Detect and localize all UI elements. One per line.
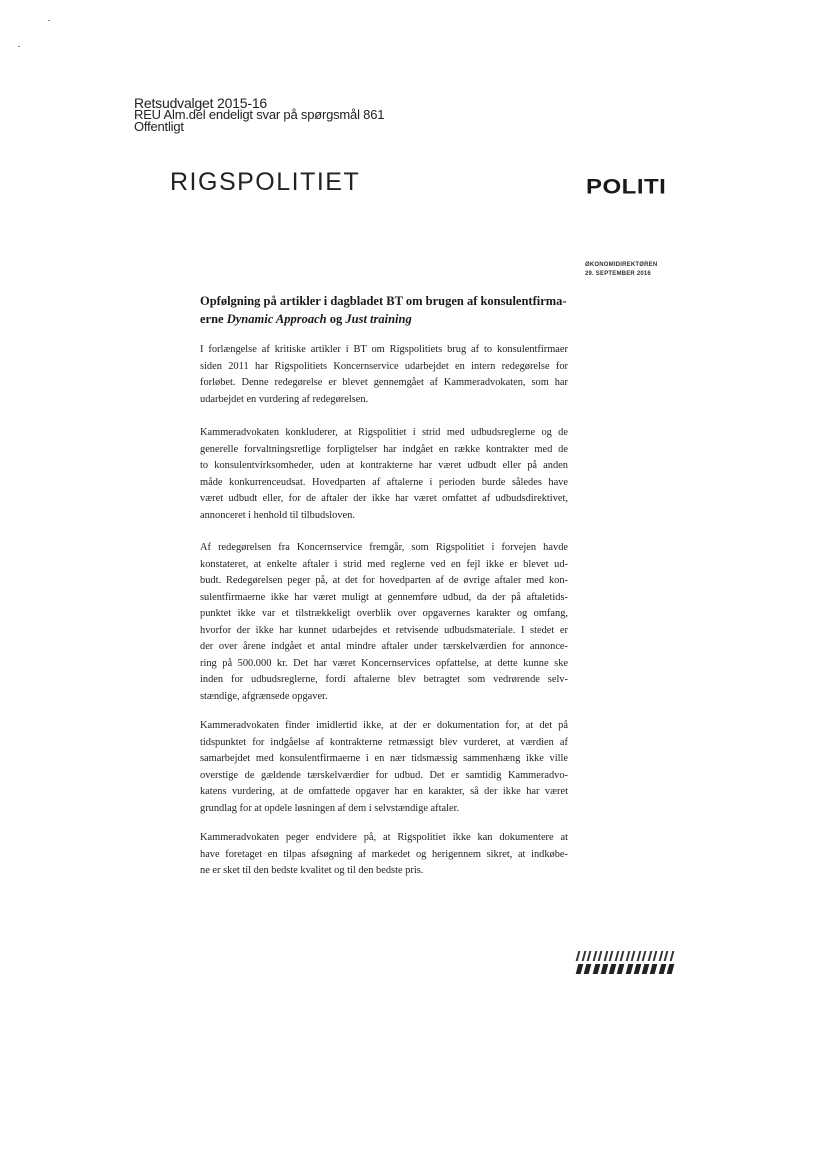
- paragraph-line: tidspunktet for indgåelse af kontrakterne retmæssigt blev vurderet, at værdien af: [200, 736, 568, 748]
- paragraph-line: ring på 500.000 kr. Det har været Koncernservices opfattelse, at dette kunne ske: [200, 657, 568, 669]
- title-line-2-prefix: erne: [200, 312, 227, 326]
- paragraph-line: konstateret, at enkelte aftaler i strid med reglerne ved en fejl ikke er blevet ud-: [200, 558, 568, 570]
- paragraph-line: katens vurdering, at de omfattede opgaver har en karakter, så der ikke har været: [200, 786, 568, 797]
- paragraph-line: Kammeradvokaten peger endvidere på, at Rigspolitiet ikke kan dokumentere at: [200, 832, 568, 843]
- department-label: ØKONOMIDIREKTØREN: [585, 262, 658, 268]
- parliament-stamp: [134, 97, 384, 133]
- title-firm-1: Dynamic Approach: [226, 312, 327, 326]
- paragraph-line: siden 2011 har Rigspolitiets Koncernservice udarbejdet en intern redegørelse for: [200, 360, 568, 372]
- paragraph-line: Af redegørelsen fra Koncernservice fremgår, som Rigspolitiet i forvejen havde: [200, 542, 568, 553]
- paragraph-line: samarbejdet med konsulentfirmaerne i en nær tidsmæssig sammenhæng ikke ville: [200, 753, 568, 764]
- paragraph-line: to konsulentvirksomheder, uden at kontrakterne har været udbudt eller på anden: [200, 460, 568, 471]
- paragraph-line: budt. Redegørelsen peger på, at det for hovedparten af de øvrige aftaler med kon-: [200, 575, 568, 586]
- barcode-mark: [577, 951, 673, 975]
- paragraph-line: været udbudt eller, for de aftaler der ikke har været omfattet af udbudsdirektivet,: [200, 493, 568, 504]
- paragraph-line: Kammeradvokaten konkluderer, at Rigspolitiet i strid med udbudsreglerne og de: [200, 427, 568, 438]
- sender-block: [585, 261, 667, 279]
- paragraph-line: have foretaget en tilpas afsøgning af markedet og herigennem sikret, at indkøbe-: [200, 848, 568, 860]
- scan-speck: [18, 46, 20, 47]
- paragraph-line: der over årene indgået et antal mindre aftaler under tærskelværdien for annonce-: [200, 641, 568, 652]
- paragraph-line: inden for udbudsreglerne, fordi aftalerne blev betragtet som vedrørende selv-: [200, 674, 568, 685]
- paragraph-4: [200, 718, 568, 817]
- paragraph-line: I forlængelse af kritiske artikler i BT om Rigspolitiets brug af to konsulentfirmaer: [200, 344, 568, 355]
- stamp-question-ref: REU Alm.del endeligt svar på spørgsmål 861: [134, 107, 385, 122]
- scan-speck: [48, 20, 50, 21]
- paragraph-line: måde konkurrenceudsat. Hovedparten af aftalerne i perioden burde således have: [200, 476, 568, 488]
- paragraph-line: udarbejdet en vurdering af redegørelsen.: [200, 393, 369, 405]
- organization-name: RIGSPOLITIET: [170, 168, 361, 196]
- stamp-public-status: Offentligt: [134, 119, 184, 134]
- paragraph-line: forløbet. Denne redegørelse er blevet gennemgået af Kammeradvokaten, som har: [200, 377, 568, 388]
- paragraph-3: [200, 540, 568, 705]
- stamp-committee: Retsudvalget 2015-16: [134, 95, 267, 111]
- paragraph-2: [200, 425, 568, 524]
- paragraph-line: punktet ikke var et tilstrækkeligt overblik over opgavernes karakter og omfang,: [200, 608, 568, 619]
- paragraph-line: overstige de gældende tærskelværdier for udbud. Det er samtidig Kammeradvo-: [200, 769, 568, 781]
- document-date: 29. SEPTEMBER 2016: [585, 271, 651, 277]
- paragraph-line: ne er sket til den bedste kvalitet og til den bedste pris.: [200, 865, 424, 876]
- paragraph-line: sulentfirmaerne ikke har været muligt at gennemføre udbud, da der på aftaletids-: [200, 591, 568, 603]
- paragraph-5: [200, 830, 568, 880]
- paragraph-line: stændige, afgrænsede opgaver.: [200, 690, 328, 702]
- paragraph-line: annonceret i henhold til tilbudsloven.: [200, 509, 355, 521]
- title-firm-2: Just training: [345, 312, 412, 326]
- paragraph-line: hvorfor der ikke har kunnet udarbejdes et retvisende udbudsmateriale. I stedet er: [200, 624, 568, 636]
- title-conjunction: og: [326, 312, 346, 326]
- document-title: [200, 292, 572, 328]
- title-line-1: Opfølgning på artikler i dagbladet BT om brugen af konsulentfirma-: [200, 294, 567, 308]
- paragraph-line: Kammeradvokaten finder imidlertid ikke, at der er dokumentation for, at det på: [200, 720, 568, 731]
- paragraph-1: [200, 342, 568, 408]
- paragraph-line: generelle forvaltningsretlige forpligtelser har indgået en række kontrakter med de: [200, 443, 568, 455]
- paragraph-line: grundlag for at opdele løsningen af dem i selvstændige aftaler.: [200, 802, 460, 814]
- politi-logo: POLITI: [586, 174, 667, 199]
